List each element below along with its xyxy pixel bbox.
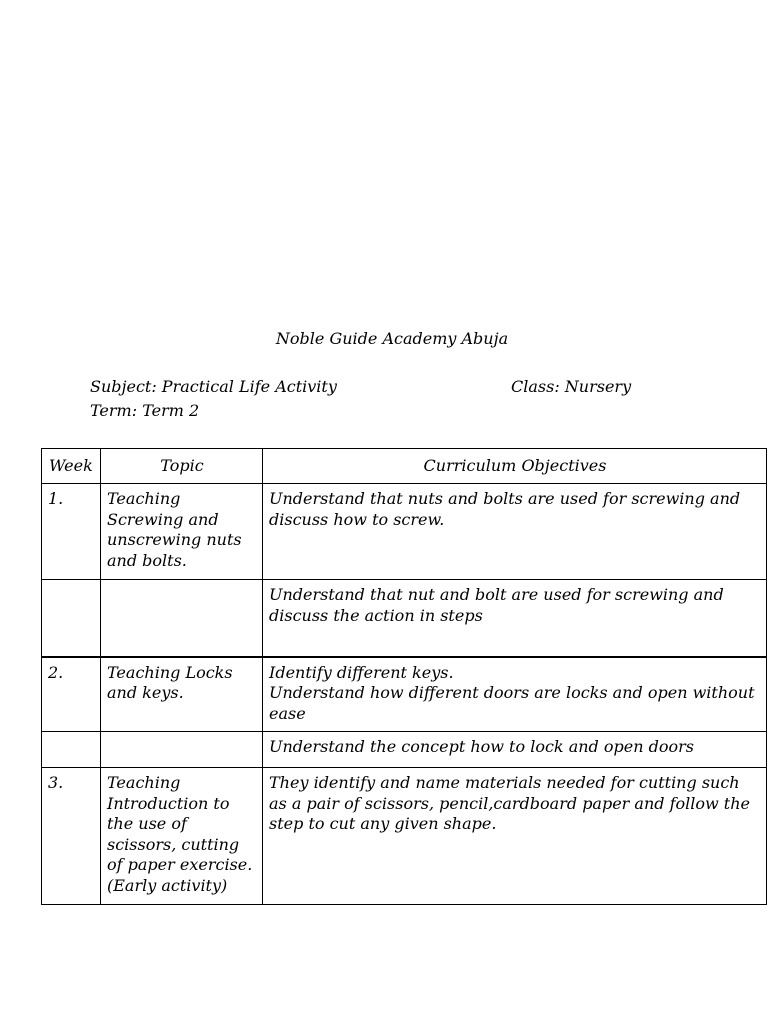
week-cell: 2.: [42, 657, 101, 732]
term-label: Term: Term 2: [90, 401, 200, 420]
objectives-cell: Understand that nut and bolt are used for screwing and discuss the action in steps: [263, 580, 767, 657]
table-row: [42, 657, 767, 732]
page-title: Noble Guide Academy Abuja: [275, 329, 509, 348]
week-cell: [42, 580, 101, 657]
topic-cell: Teaching Screwing and unscrewing nuts and bolts.: [101, 484, 263, 580]
subject-label: Subject: Practical Life Activity: [90, 377, 337, 396]
objectives-cell: They identify and name materials needed for cutting such as a pair of scissors, pencil,cardboard paper and follow the step to cut any given shape.: [263, 768, 767, 905]
header-objectives: Curriculum Objectives: [263, 449, 767, 484]
objectives-cell: Identify different keys. Understand how different doors are locks and open without ease: [263, 657, 767, 732]
table-row: [42, 732, 767, 768]
week-cell: 3.: [42, 768, 101, 905]
week-cell: [42, 732, 101, 768]
curriculum-table: [41, 448, 767, 905]
topic-cell: Teaching Locks and keys.: [101, 657, 263, 732]
class-label: Class: Nursery: [511, 377, 632, 396]
topic-cell: Teaching Introduction to the use of scissors, cutting of paper exercise. (Early activity): [101, 768, 263, 905]
header-topic: Topic: [101, 449, 263, 484]
table-row: [42, 768, 767, 905]
table-row: [42, 484, 767, 580]
week-cell: 1.: [42, 484, 101, 580]
table-row: [42, 580, 767, 657]
topic-cell: [101, 580, 263, 657]
objectives-cell: Understand that nuts and bolts are used for screwing and discuss how to screw.: [263, 484, 767, 580]
header-week: Week: [42, 449, 101, 484]
table-header-row: [42, 449, 767, 484]
objectives-cell: Understand the concept how to lock and open doors: [263, 732, 767, 768]
topic-cell: [101, 732, 263, 768]
